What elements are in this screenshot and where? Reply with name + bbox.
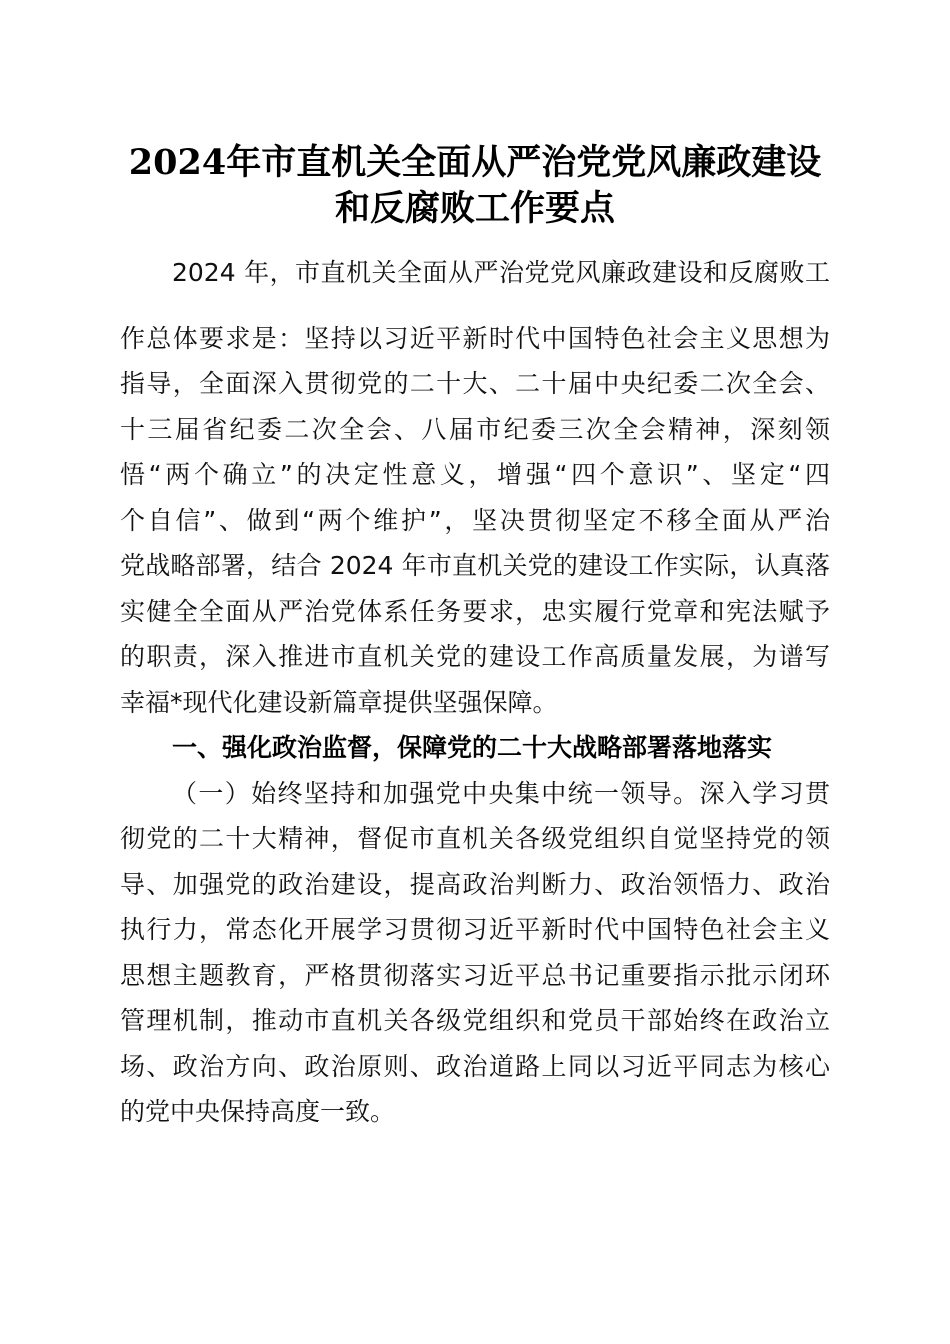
section-1-item-1-line: （一）始终坚持和加强党中央集中统一领导。深入学习贯 bbox=[172, 779, 830, 808]
section-1-item-1-line: 导、加强党的政治建设，提高政治判断力、政治领悟力、政治 bbox=[120, 870, 830, 899]
intro-line: 幸福*现代化建设新篇章提供坚强保障。 bbox=[120, 688, 558, 717]
document-title-line-1: 2024年市直机关全面从严治党党风廉政建设 bbox=[128, 142, 822, 183]
intro-line: 2024 年，市直机关全面从严治党党风廉政建设和反腐败工 bbox=[172, 258, 830, 287]
section-1-item-1-line: 思想主题教育，严格贯彻落实习近平总书记重要指示批示闭环 bbox=[120, 961, 830, 990]
intro-line: 的职责，深入推进市直机关党的建设工作高质量发展，为谱写 bbox=[120, 642, 830, 671]
section-1-item-1-line: 彻党的二十大精神，督促市直机关各级党组织自觉坚持党的领 bbox=[120, 824, 830, 853]
intro-line: 悟“两个确立”的决定性意义，增强“四个意识”、坚定“四 bbox=[120, 460, 830, 489]
section-1-item-1-line: 场、政治方向、政治原则、政治道路上同以习近平同志为核心 bbox=[120, 1052, 830, 1081]
intro-line: 十三届省纪委二次全会、八届市纪委三次全会精神，深刻领 bbox=[120, 415, 830, 444]
document-title-line-2: 和反腐败工作要点 bbox=[334, 188, 615, 229]
section-1-heading: 一、强化政治监督，保障党的二十大战略部署落地落实 bbox=[172, 733, 773, 762]
intro-line: 个自信”、做到“两个维护”，坚决贯彻坚定不移全面从严治 bbox=[120, 506, 830, 535]
section-1-item-1-line: 的党中央保持高度一致。 bbox=[120, 1097, 396, 1126]
intro-line: 作总体要求是：坚持以习近平新时代中国特色社会主义思想为 bbox=[120, 324, 830, 353]
intro-line: 党战略部署，结合 2024 年市直机关党的建设工作实际，认真落 bbox=[120, 551, 830, 580]
section-1-item-1-line: 管理机制，推动市直机关各级党组织和党员干部始终在政治立 bbox=[120, 1006, 830, 1035]
section-1-item-1-line: 执行力，常态化开展学习贯彻习近平新时代中国特色社会主义 bbox=[120, 915, 830, 944]
intro-line: 实健全全面从严治党体系任务要求，忠实履行党章和宪法赋予 bbox=[120, 597, 830, 626]
intro-line: 指导，全面深入贯彻党的二十大、二十届中央纪委二次全会、 bbox=[120, 369, 830, 398]
